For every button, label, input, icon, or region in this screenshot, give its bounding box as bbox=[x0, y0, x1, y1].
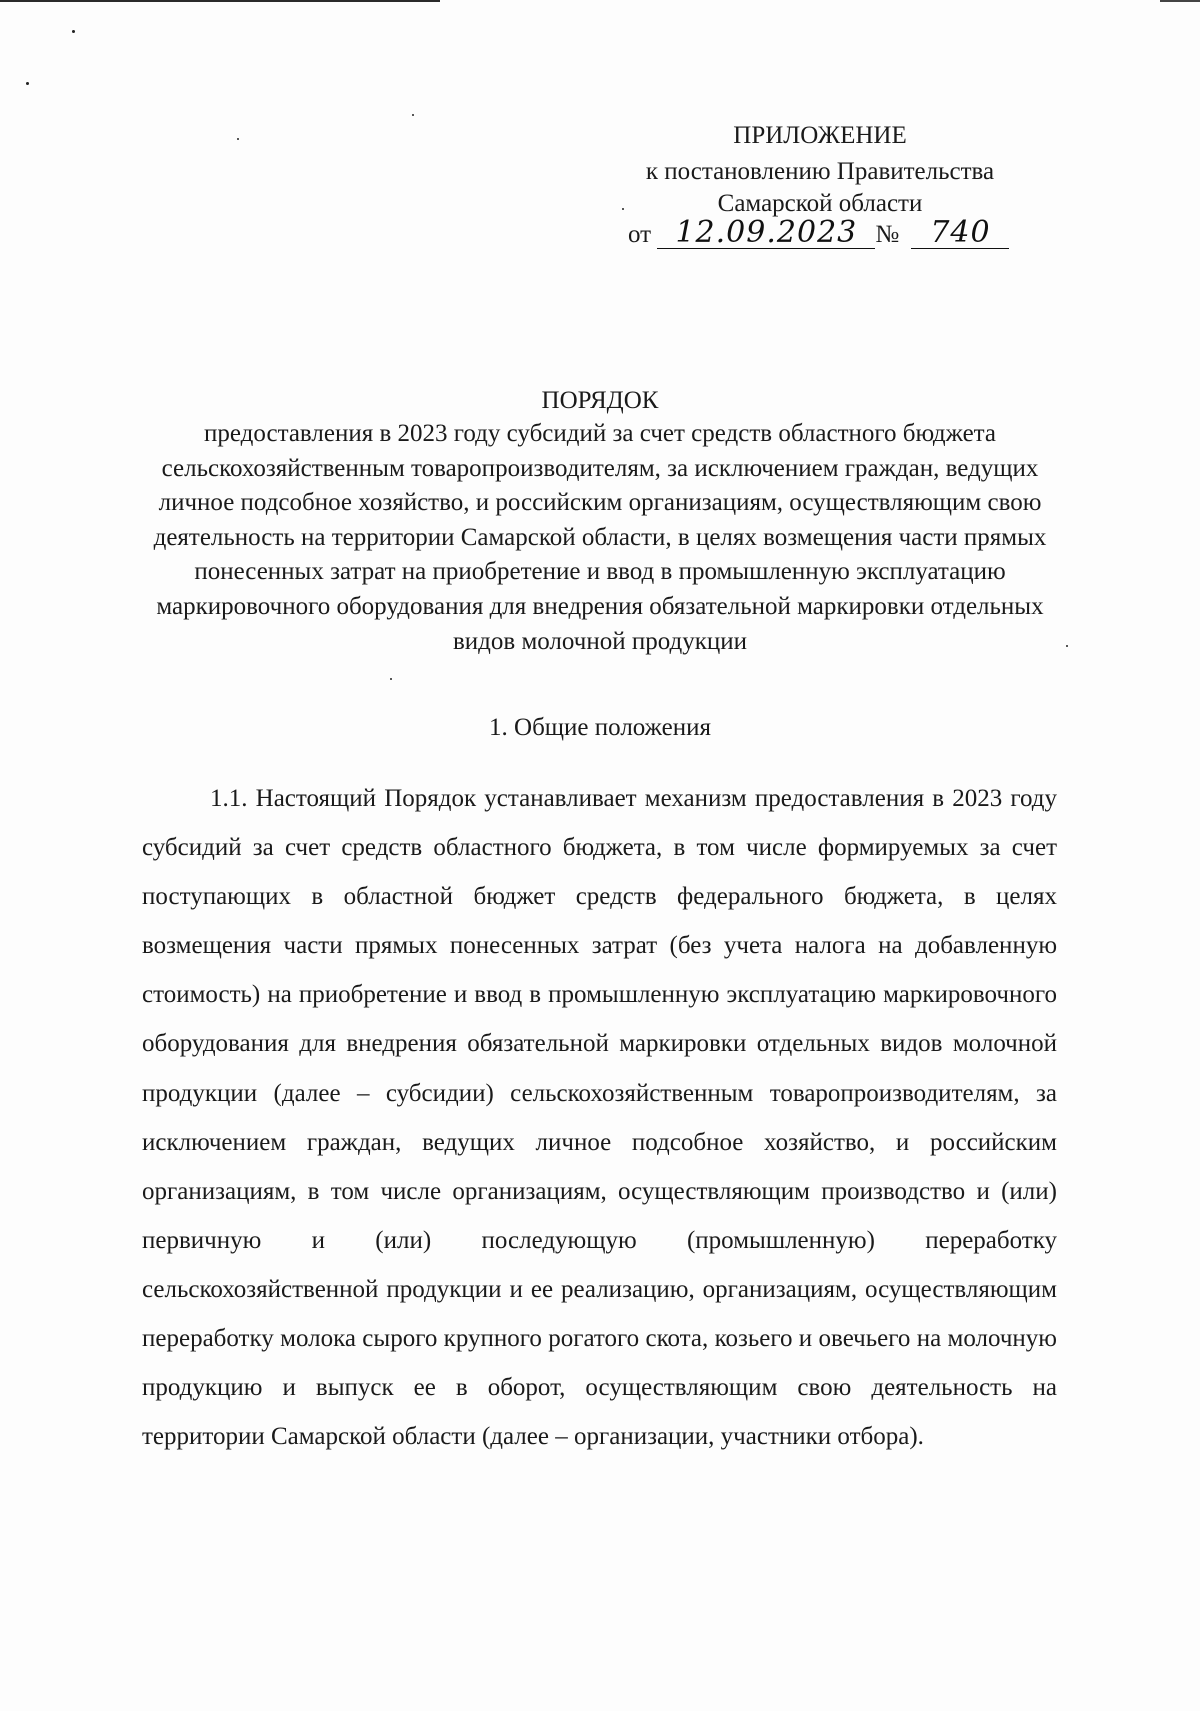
date-prefix: от bbox=[628, 221, 652, 248]
paragraph-1-1: 1.1. Настоящий Порядок устанавливает механизм предоставления в 2023 году субсидий за счет средств областного бюджета, в том числе формируемых за счет поступающих в областной бюджет средств федерального бюджета, в целях возмещения части прямых понесенных затрат (без учета налога на добавленную стоимость) на приобретение и ввод в промышленную эксплуатацию маркировочного оборудования для внедрения обязательной маркировки отдельных видов молочной продукции (далее – субсидии) сельскохозяйственным товаропроизводителям, за исключением граждан, ведущих личное подсобное хозяйство, и российским организациям, в том числе организациям, осуществляющим производство и (или) первичную и (или) последующую (промышленную) переработку сельскохозяйственной продукции и ее реализацию, организациям, осуществляющим переработку молока сырого крупного рогатого скота, козьего и овечьего на молочную продукцию и выпуск ее в оборот, осуществляющим свою деятельность на территории Самарской области (далее – организации, участники отбора). bbox=[142, 785, 1057, 1451]
scan-speck bbox=[1066, 645, 1068, 647]
appendix-title: ПРИЛОЖЕНИЕ bbox=[733, 122, 907, 149]
scan-speck bbox=[237, 138, 239, 140]
scan-speck bbox=[72, 30, 75, 33]
handwritten-number: 740 bbox=[911, 218, 1009, 249]
appendix-date-row bbox=[628, 215, 1009, 252]
document-subtitle: предоставления в 2023 году субсидий за счет средств областного бюджета сельскохозяйственным товаропроизводителям, за исключением граждан, ведущих личное подсобное хозяйство, и российским организациям, осуществляющим свою деятельность на территории Самарской области, в целях возмещения части прямых понесенных затрат на приобретение и ввод в промышленную эксплуатацию маркировочного оборудования для внедрения обязательной маркировки отдельных видов молочной продукции bbox=[153, 420, 1047, 655]
document-title: ПОРЯДОК bbox=[541, 387, 659, 414]
scan-speck bbox=[412, 114, 414, 116]
scan-edge-line bbox=[1160, 0, 1200, 2]
number-sign: № bbox=[875, 221, 900, 248]
section-heading: 1. Общие положения bbox=[489, 714, 711, 741]
appendix-region-line: Самарской области bbox=[717, 190, 923, 217]
scan-speck bbox=[26, 82, 29, 85]
appendix-resolution-line: к постановлению Правительства bbox=[645, 158, 995, 185]
handwritten-date: 12.09.2023 bbox=[657, 218, 875, 249]
scan-speck bbox=[390, 678, 392, 680]
scan-edge-line bbox=[0, 0, 440, 2]
